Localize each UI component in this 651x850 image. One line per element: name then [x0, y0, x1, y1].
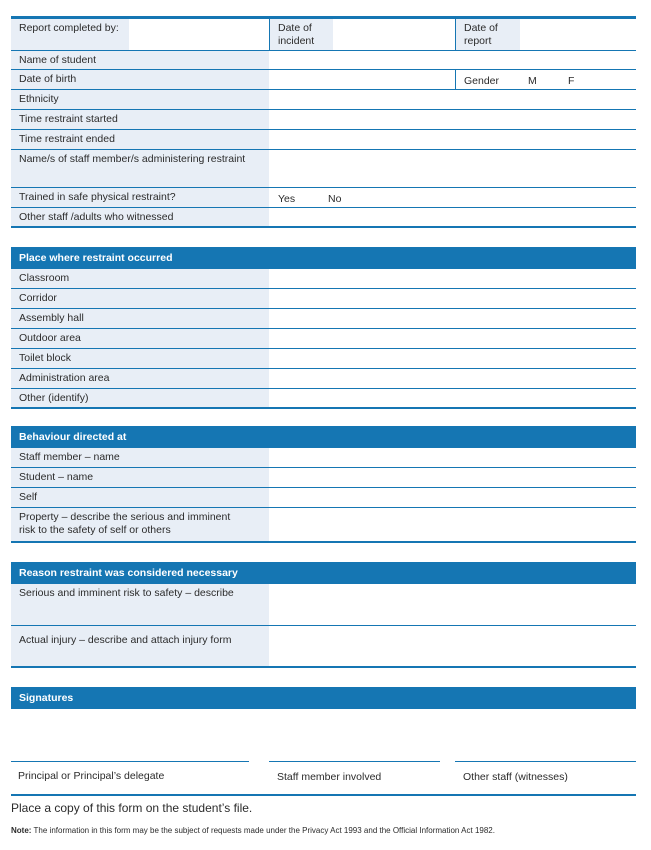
row-name-of-student[interactable]	[11, 51, 636, 70]
behaviour-item-label: Staff member – name	[19, 451, 120, 463]
property-label: Property – describe the serious and imminent risk to the safety of self or others	[19, 511, 231, 536]
row-injury[interactable]	[11, 626, 636, 668]
report-completed-by-field[interactable]	[129, 19, 269, 50]
behaviour-item-row[interactable]	[11, 488, 636, 508]
footer-rule	[11, 794, 636, 796]
row-property[interactable]	[11, 508, 636, 543]
trained-no-option[interactable]: No	[328, 193, 342, 205]
place-item-row[interactable]	[11, 389, 636, 409]
place-item-row[interactable]	[11, 369, 636, 389]
risk-label: Serious and imminent risk to safety – describe	[19, 587, 234, 599]
note-label: Note:	[11, 826, 32, 835]
place-item-row[interactable]	[11, 349, 636, 369]
reason-section-header: Reason restraint was considered necessary	[11, 562, 636, 584]
behaviour-item-row[interactable]	[11, 468, 636, 488]
time-ended-label: Time restraint ended	[19, 133, 115, 145]
header-row	[11, 19, 636, 51]
place-item-row[interactable]	[11, 289, 636, 309]
row-trained	[11, 188, 636, 208]
behaviour-item-label: Self	[19, 491, 38, 503]
behaviour-item-label: Student – name	[19, 471, 94, 483]
place-item-label: Assembly hall	[19, 312, 84, 324]
place-item-label: Other (identify)	[19, 392, 89, 404]
time-started-label: Time restraint started	[19, 113, 118, 125]
place-section-header: Place where restraint occurred	[11, 247, 636, 269]
behaviour-item-row[interactable]	[11, 448, 636, 468]
row-time-ended[interactable]	[11, 130, 636, 150]
place-item-label: Classroom	[19, 272, 70, 284]
other-signature-line[interactable]	[455, 761, 636, 762]
staff-signature-label: Staff member involved	[277, 771, 382, 783]
row-date-of-birth[interactable]	[11, 70, 636, 90]
date-of-report-field[interactable]	[520, 19, 636, 50]
date-of-incident-label: Date of incident	[278, 22, 315, 47]
place-item-label: Corridor	[19, 292, 57, 304]
place-item-label: Administration area	[19, 372, 110, 384]
trained-yes-option[interactable]: Yes	[278, 193, 296, 205]
row-time-started[interactable]	[11, 110, 636, 130]
privacy-note	[11, 826, 495, 835]
row-other-staff[interactable]	[11, 208, 636, 228]
place-item-row[interactable]	[11, 309, 636, 329]
row-risk[interactable]	[11, 584, 636, 626]
injury-label: Actual injury – describe and attach injury form	[19, 634, 232, 646]
row-ethnicity[interactable]	[11, 90, 636, 110]
gender-f-option[interactable]: F	[568, 75, 575, 87]
gender-label: Gender	[464, 75, 500, 87]
staff-names-label: Name/s of staff member/s administering restraint	[19, 153, 246, 165]
copy-note: Place a copy of this form on the student’s file.	[11, 801, 253, 815]
place-item-row[interactable]	[11, 329, 636, 349]
principal-signature-line[interactable]	[11, 761, 249, 762]
report-completed-by-label: Report completed by:	[19, 22, 119, 34]
trained-label: Trained in safe physical restraint?	[19, 191, 176, 203]
name-of-student-label: Name of student	[19, 54, 97, 66]
date-of-incident-field[interactable]	[333, 19, 455, 50]
gender-m-option[interactable]: M	[528, 75, 537, 87]
ethnicity-label: Ethnicity	[19, 93, 59, 105]
date-of-report-label: Date of report	[464, 22, 498, 47]
place-item-row[interactable]	[11, 269, 636, 289]
principal-signature-label: Principal or Principal’s delegate	[18, 770, 165, 782]
behaviour-section-header: Behaviour directed at	[11, 426, 636, 448]
place-item-label: Outdoor area	[19, 332, 81, 344]
row-staff-names[interactable]	[11, 150, 636, 188]
other-signature-label: Other staff (witnesses)	[463, 771, 568, 783]
note-text: The information in this form may be the subject of requests made under the Privacy Act 1993 and the Official Information Act 1982.	[31, 826, 495, 835]
place-item-label: Toilet block	[19, 352, 71, 364]
staff-signature-line[interactable]	[269, 761, 440, 762]
other-staff-label: Other staff /adults who witnessed	[19, 211, 174, 223]
date-of-birth-label: Date of birth	[19, 73, 77, 85]
signatures-section-header: Signatures	[11, 687, 636, 709]
